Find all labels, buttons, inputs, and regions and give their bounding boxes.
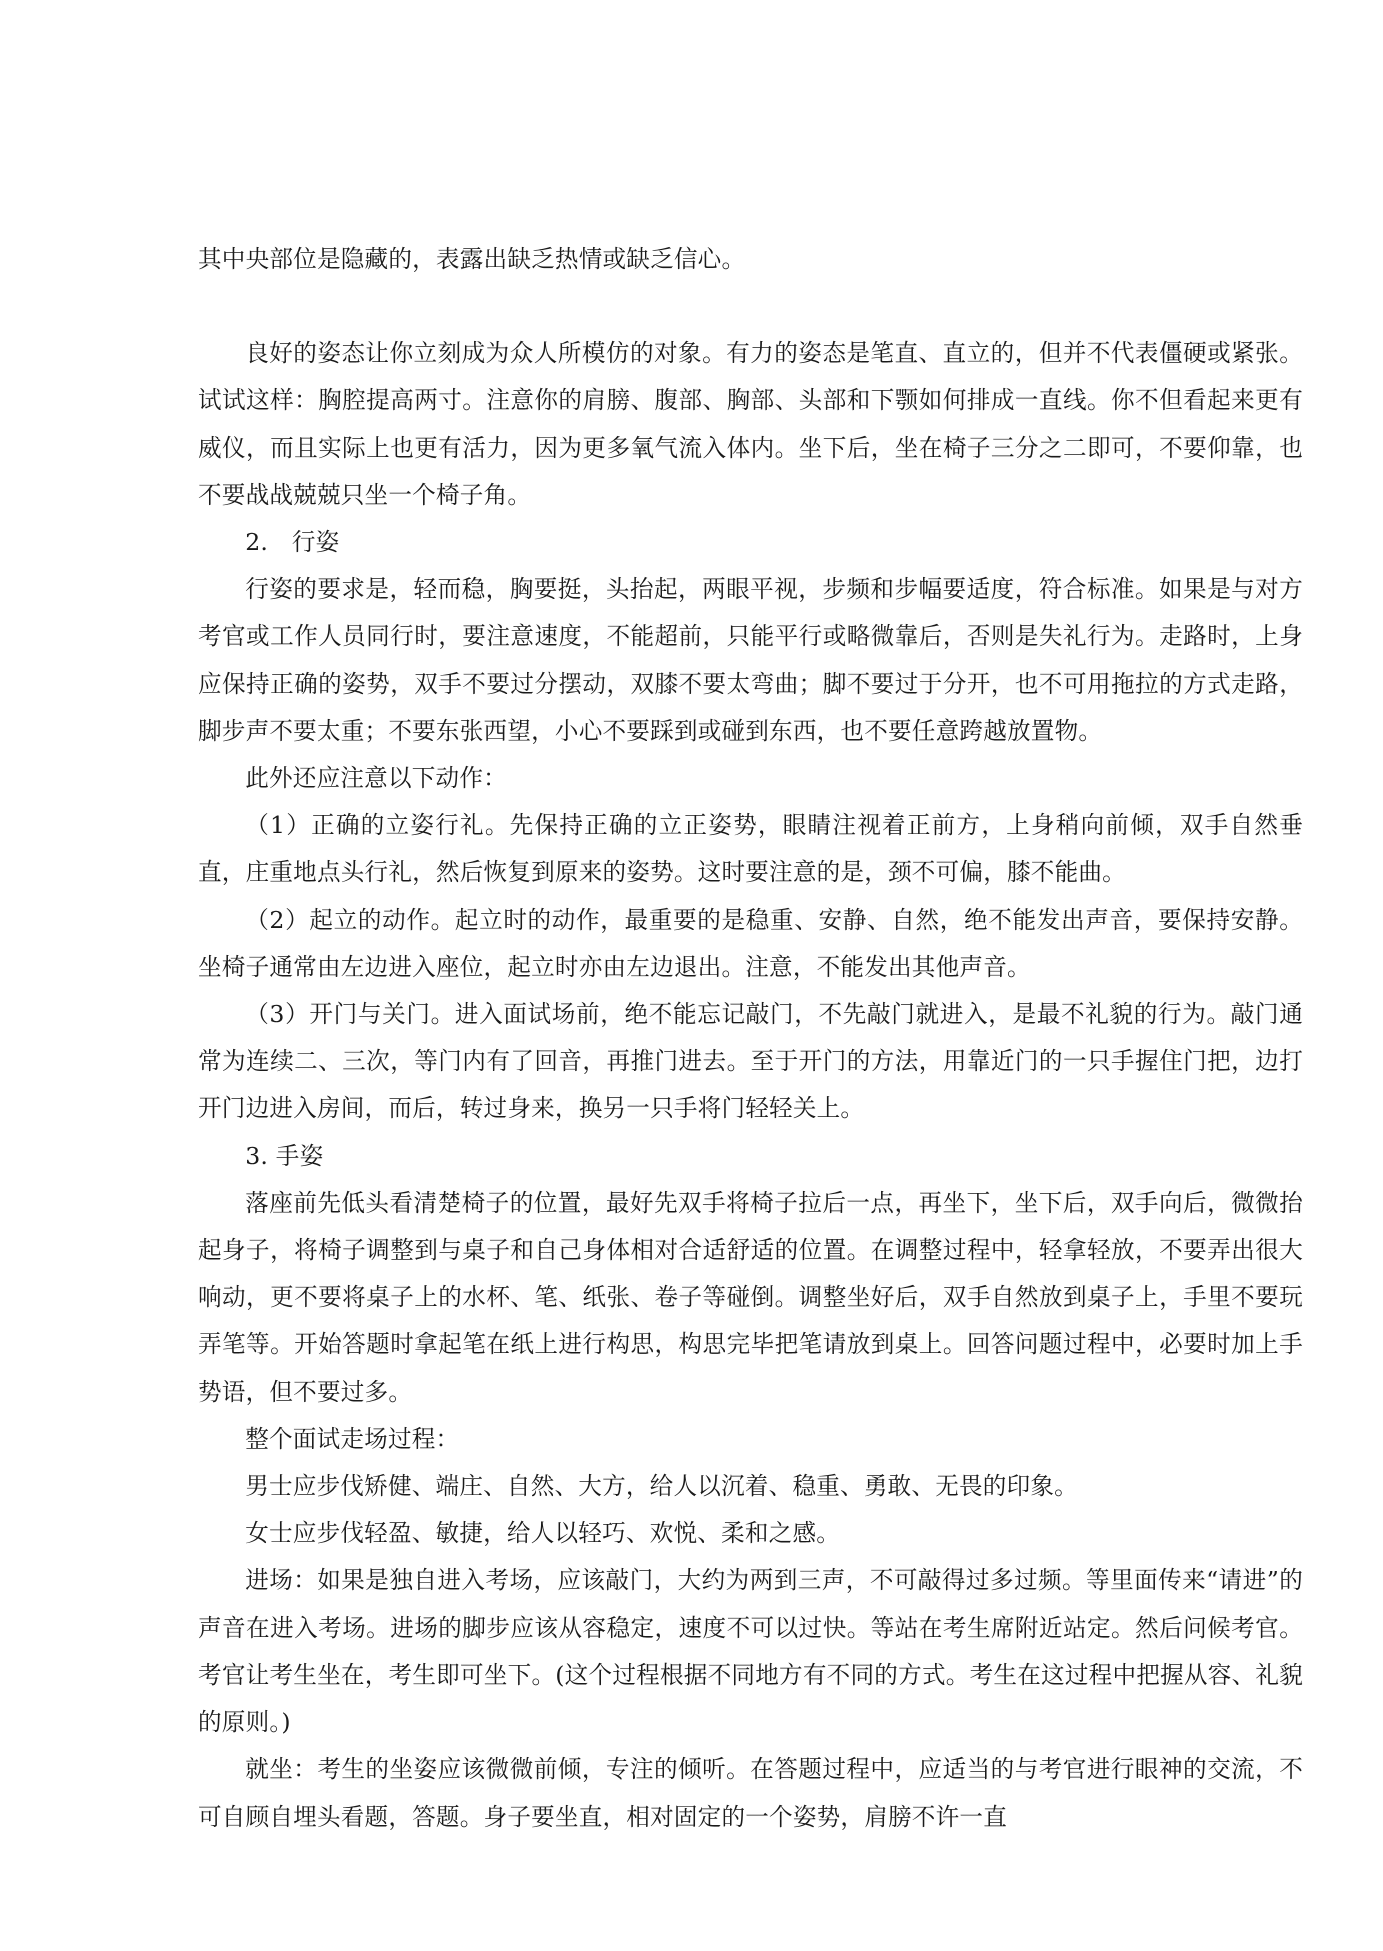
- paragraph-entering: 进场：如果是独自进入考场，应该敲门，大约为两到三声，不可敲得过多过频。等里面传来“请进”的声音在进入考场。进场的脚步应该从容稳定，速度不可以过快。等站在考生席附近站定。然后问候考官。考官让考生坐在，考生即可坐下。(这个过程根据不同地方有不同的方式。考生在这过程中把握从容、礼貌的原则。): [198, 1566, 1303, 1737]
- paragraph-walking: 行姿的要求是，轻而稳，胸要挺，头抬起，两眼平视，步频和步幅要适度，符合标准。如果是与对方考官或工作人员同行时，要注意速度，不能超前，只能平行或略微靠后，否则是失礼行为。走路时，上身应保持正确的姿势，双手不要过分摆动，双膝不要太弯曲；脚不要过于分开，也不可用拖拉的方式走路，脚步声不要太重；不要东张西望，小心不要踩到或碰到东西，也不要任意跨越放置物。: [198, 575, 1303, 745]
- paragraph-men: 男士应步伐矫健、端庄、自然、大方，给人以沉着、稳重、勇敢、无畏的印象。: [245, 1472, 1078, 1501]
- document-body: [198, 236, 1303, 1841]
- section-heading-walking: 2. 行姿: [245, 528, 340, 557]
- paragraph-process-intro: 整个面试走场过程：: [245, 1424, 460, 1453]
- list-item-standing-up: （2）起立的动作。起立时的动作，最重要的是稳重、安静、自然，绝不能发出声音，要保持安静。坐椅子通常由左边进入座位，起立时亦由左边退出。注意，不能发出其他声音。: [198, 905, 1303, 981]
- paragraph-actions-intro: 此外还应注意以下动作：: [245, 764, 507, 793]
- list-item-doors: （3）开门与关门。进入面试场前，绝不能忘记敲门，不先敲门就进入，是最不礼貌的行为。敲门通常为连续二、三次，等门内有了回音，再推门进去。至于开门的方法，用靠近门的一只手握住门把，边打开门边进入房间，而后，转过身来，换另一只手将门轻轻关上。: [198, 1000, 1303, 1123]
- list-item-standing-bow: （1）正确的立姿行礼。先保持正确的立正姿势，眼睛注视着正前方，上身稍向前倾，双手自然垂直，庄重地点头行礼，然后恢复到原来的姿势。这时要注意的是，颈不可偏，膝不能曲。: [198, 811, 1303, 887]
- paragraph-posture: 良好的姿态让你立刻成为众人所模仿的对象。有力的姿态是笔直、直立的，但并不代表僵硬或紧张。试试这样：胸腔提高两寸。注意你的肩膀、腹部、胸部、头部和下颚如何排成一直线。你不但看起来更有威仪，而且实际上也更有活力，因为更多氧气流入体内。坐下后，坐在椅子三分之二即可，不要仰靠，也不要战战兢兢只坐一个椅子角。: [198, 339, 1303, 509]
- paragraph-seating: 就坐：考生的坐姿应该微微前倾，专注的倾听。在答题过程中，应适当的与考官进行眼神的交流，不可自顾自埋头看题，答题。身子要坐直，相对固定的一个姿势，肩膀不许一直: [198, 1755, 1303, 1831]
- paragraph-women: 女士应步伐轻盈、敏捷，给人以轻巧、欢悦、柔和之感。: [245, 1519, 841, 1548]
- paragraph-hand-posture: 落座前先低头看清楚椅子的位置，最好先双手将椅子拉后一点，再坐下，坐下后，双手向后，微微抬起身子，将椅子调整到与桌子和自己身体相对合适舒适的位置。在调整过程中，轻拿轻放，不要弄出很大响动，更不要将桌子上的水杯、笔、纸张、卷子等碰倒。调整坐好后，双手自然放到桌子上，手里不要玩弄笔等。开始答题时拿起笔在纸上进行构思，构思完毕把笔请放到桌上。回答问题过程中，必要时加上手势语，但不要过多。: [198, 1188, 1303, 1406]
- section-heading-hand-posture: 3. 手姿: [245, 1141, 324, 1170]
- paragraph-continuation: 其中央部位是隐藏的，表露出缺乏热情或缺乏信心。: [198, 245, 746, 273]
